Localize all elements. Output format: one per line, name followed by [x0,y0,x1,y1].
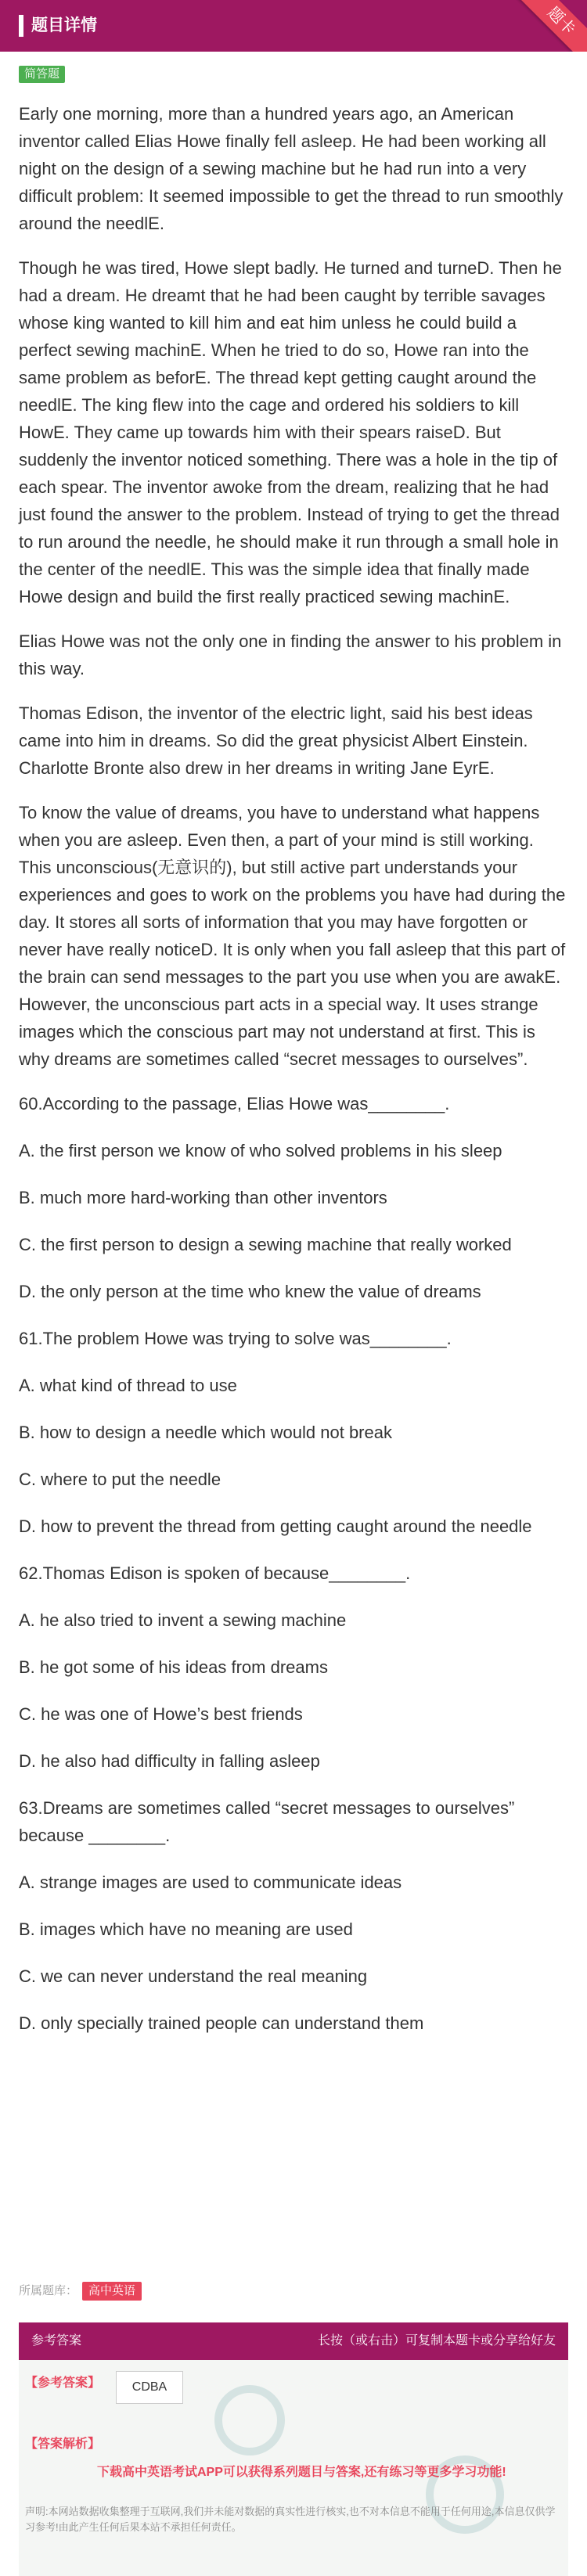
question-bank-label: 所属题库： [19,2284,78,2297]
answer-panel-title: 参考答案 [31,2334,82,2348]
question-option: B. much more hard-working than other inventors [19,1188,387,1207]
answer-panel-header [19,2322,568,2360]
passage-paragraph: Though he was tired, Howe slept badly. He turned and turneD. Then he had a dream. He dreamt that he had been caught by terrible savages whose king wanted to kill him and eat him unless he could build a perfect sewing machinE. When he tried to do so, Howe ran into the same problem as beforE. The thread kept getting caught around the needlE. The king flew into the cage and ordered his soldiers to kill HowE. They came up towards him with their spears raiseD. But suddenly the inventor noticed something. There was a hole in the tip of each spear. The inventor awoke from the dream, realizing that he had just found the answer to the problem. Instead of trying to get the thread to run around the needle, he should make it run through a small hole in the center of the needlE. This was the simple idea that finally made Howe design and build the first really practiced sewing machinE. [19,258,562,606]
answer-panel-hint: 长按（或右击）可复制本题卡或分享给好友 [317,2334,556,2348]
passage [19,100,568,1073]
question-option: C. where to put the needle [19,1470,221,1489]
question-content [19,100,568,2056]
page-title: 题目详情 [31,16,97,34]
question-option: D. the only person at the time who knew the value of dreams [19,1282,481,1301]
answer-panel [19,2322,568,2576]
passage-paragraph: To know the value of dreams, you have to understand what happens when you are asleep. Even then, a part of your mind is still working. This unconscious(无意识的), but still active part understands your experiences and goes to work on the problems you have had during the day. It stores all sorts of information that you may have forgotten or never have really noticeD. It is only when you fall asleep that this part of the brain can send messages to the part you use when you are awakE. However, the unconscious part acts in a special way. It uses strange images which the conscious part may not understand at first. This is why dreams are sometimes called “secret messages to ourselves”. [19,803,566,1069]
question-option: A. he also tried to invent a sewing machine [19,1610,347,1630]
question-option: B. he got some of his ideas from dreams [19,1657,328,1677]
question-option: A. what kind of thread to use [19,1376,237,1395]
header-accent-bar [19,15,23,37]
passage-paragraph: Thomas Edison, the inventor of the electric light, said his best ideas came into him in dreams. So did the great physicist Albert Einstein. Charlotte Bronte also drew in her dreams in writing Jane EyrE. [19,703,533,778]
question-option: D. he also had difficulty in falling asleep [19,1751,320,1771]
question-stem: 63.Dreams are sometimes called “secret messages to ourselves” because ________. [19,1798,515,1845]
question-option: B. images which have no meaning are used [19,1919,353,1939]
question-bank-badge[interactable]: 高中英语 [82,2282,142,2301]
question-option: A. the first person we know of who solved problems in his sleep [19,1141,502,1160]
watermark-logo-icon [214,2385,285,2455]
question-bank [19,2282,142,2301]
answer-value: CDBA [116,2371,183,2404]
question-option: D. how to prevent the thread from getting caught around the needle [19,1516,532,1536]
passage-paragraph: Early one morning, more than a hundred years ago, an American inventor called Elias Howe finally fell asleep. He had been working all night on the design of a sewing machine but he had run into a very difficult problem: It seemed impossible to get the thread to run smoothly around the needlE. [19,104,564,233]
question-list [19,1090,568,2037]
explanation-label: 【答案解析】 [25,2437,101,2451]
question-option: C. the first person to design a sewing machine that really worked [19,1235,512,1254]
question-option: A. strange images are used to communicate ideas [19,1873,402,1892]
question-option: B. how to design a needle which would not break [19,1423,392,1442]
answer-label: 【参考答案】 [25,2376,101,2390]
question-option: C. we can never understand the real meaning [19,1966,368,1986]
app-download-promo[interactable]: 下载高中英语考试APP可以获得系列题目与答案,还有练习等更多学习功能! [97,2466,506,2479]
question-stem: 60.According to the passage, Elias Howe was________. [19,1094,450,1114]
question-stem: 62.Thomas Edison is spoken of because________. [19,1563,411,1583]
question-option: C. he was one of Howe’s best friends [19,1704,303,1724]
question-type-badge: 简答题 [19,66,65,83]
question-stem: 61.The problem Howe was trying to solve was________. [19,1329,452,1348]
question-card-ribbon[interactable]: 题卡 [510,0,587,52]
question-option: D. only specially trained people can understand them [19,2013,424,2033]
page-header [0,0,587,52]
disclaimer-text: 声明:本网站数据收集整理于互联网,我们并未能对数据的真实性进行核实,也不对本信息不能用于任何用途,本信息仅供学习参考!由此产生任何后果本站不承担任何责任。 [25,2506,556,2533]
passage-paragraph: Elias Howe was not the only one in finding the answer to his problem in this way. [19,631,562,678]
